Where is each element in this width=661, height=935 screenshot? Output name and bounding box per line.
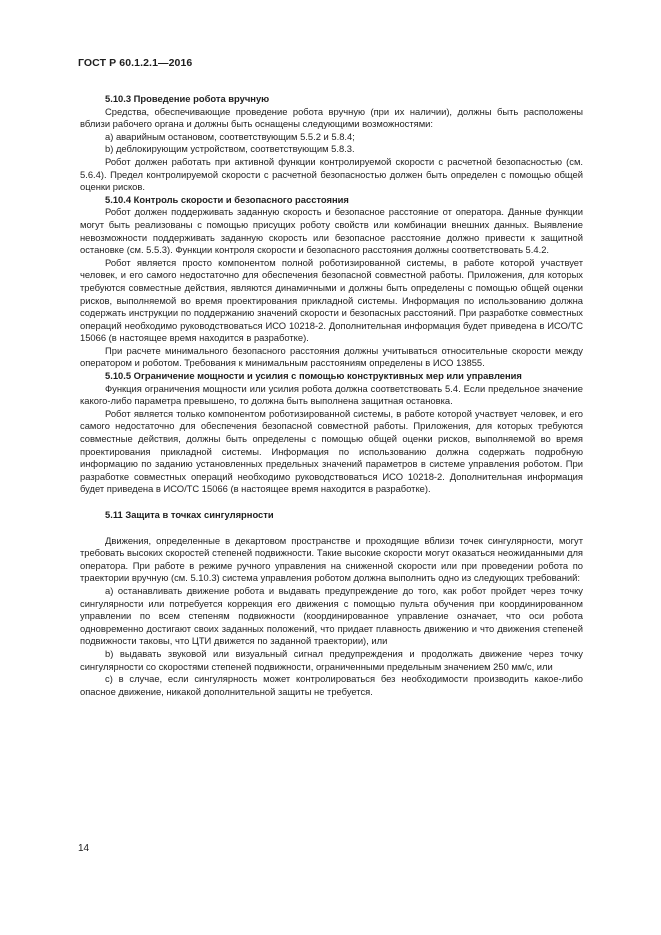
document-body [80, 93, 583, 698]
paragraph: c) в случае, если сингулярность может контролироваться без необходимости производить какое-либо опасное движение, никакой дополнительной защиты не требуется. [80, 673, 583, 697]
document-code-header: ГОСТ Р 60.1.2.1—2016 [78, 57, 193, 69]
paragraph: Робот является только компонентом роботизированной системы, в работе которой участвует человек, и его самого недостаточно для обеспечения безопасной совместной работы. Приложения, для которых требуются совместные действия, должны быть определены с помощью общей оценки рисков, выполняемой во время проектирования прикладной системы. Информация по использованию должна содержать подробную информацию по заданию установленных предельных значений параметров в системе управления роботом. При разработке совместных операций необходимо руководствоваться ИСО 10218-2. Дополнительная информация будет приведена в ИСО/ТС 15066 (в настоящее время находится в разработке). [80, 407, 583, 495]
paragraph: b) деблокирующим устройством, соответствующим 5.8.3. [105, 143, 355, 155]
paragraph: Движения, определенные в декартовом пространстве и проходящие вблизи точек сингулярности, могут требовать высоких скоростей степеней подвижности. Такие высокие скорости могут оказаться неожиданными для оператора. При работе в режиме ручного управления на сниженной скорости или при проведении робота по траектории вручную (см. 5.10.3) система управления роботом должна выполнить одно из следующих требований: [80, 534, 583, 584]
section-heading: 5.11 Защита в точках сингулярности [105, 509, 274, 520]
paragraph: Робот является просто компонентом полной роботизированной системы, в работе которой участвует человек, и его самого недостаточно для обеспечения безопасной совместной работы. Приложения, для которых требуются совместные действия, являются динамичными и должны быть определены с помощью общей оценки рисков, выполняемой во время проектирования прикладной системы. Информация по использованию должна содержать инструкции по поддержанию значений скорости и безопасных расстояний. При разработке совместных операций необходимо руководствоваться ИСО 10218-2. Дополнительная информация будет приведена в ИСО/ТС 15066 (в настоящее время находится в разработке). [80, 256, 583, 344]
paragraph: b) выдавать звуковой или визуальный сигнал предупреждения и продолжать движение через точку сингулярности со скоростями степеней подвижности, ограниченными предельным значением 250 мм/с, или [80, 647, 583, 672]
paragraph: При расчете минимального безопасного расстояния должны учитываться относительные скорости между оператором и роботом. Требования к минимальным расстояниям определены в ИСО 13855. [80, 344, 583, 369]
section-heading: 5.10.3 Проведение робота вручную [105, 93, 270, 104]
paragraph: Функция ограничения мощности или усилия робота должна соответствовать 5.4. Если предельное значение какого-либо параметра превышено, то должна быть выполнена защитная остановка. [80, 382, 583, 407]
paragraph: a) останавливать движение робота и выдавать предупреждение до того, как робот пройдет через точку сингулярности или потребуется коррекция его движения с помощью пульта обучения при координированном управлении по всем степеням подвижности (координированное управление означает, что оси робота одновременно достигают своих заданных положений, что придает плавность движению и что движения степеней подвижности таковы, что ЦТИ движется по заданной траектории), или [80, 584, 583, 647]
paragraph: Робот должен поддерживать заданную скорость и безопасное расстояние от оператора. Данные функции могут быть реализованы с помощью присущих роботу свойств или комбинации внешних данных. Выявление невозможности поддерживать заданную скорость или безопасное расстояние должно привести к защитной остановке (см. 5.5.3). Функции контроля скорости и безопасного расстояния должны соответствовать 5.4.2. [80, 206, 583, 256]
paragraph: a) аварийным остановом, соответствующим 5.5.2 и 5.8.4; [105, 130, 355, 142]
paragraph: Средства, обеспечивающие проведение робота вручную (при их наличии), должны быть расположены вблизи рабочего органа и должны быть оснащены следующими возможностями: [80, 105, 583, 130]
section-heading: 5.10.5 Ограничение мощности и усилия с помощью конструктивных мер или управления [105, 370, 522, 382]
section-heading: 5.10.4 Контроль скорости и безопасного расстояния [105, 193, 349, 205]
page-number: 14 [78, 843, 90, 854]
paragraph: Робот должен работать при активной функции контролируемой скорости с расчетной безопасностью (см. 5.6.4). Предел контролируемой скорости с расчетной безопасностью должен быть определен с помощью общей оценки рисков. [80, 155, 583, 193]
